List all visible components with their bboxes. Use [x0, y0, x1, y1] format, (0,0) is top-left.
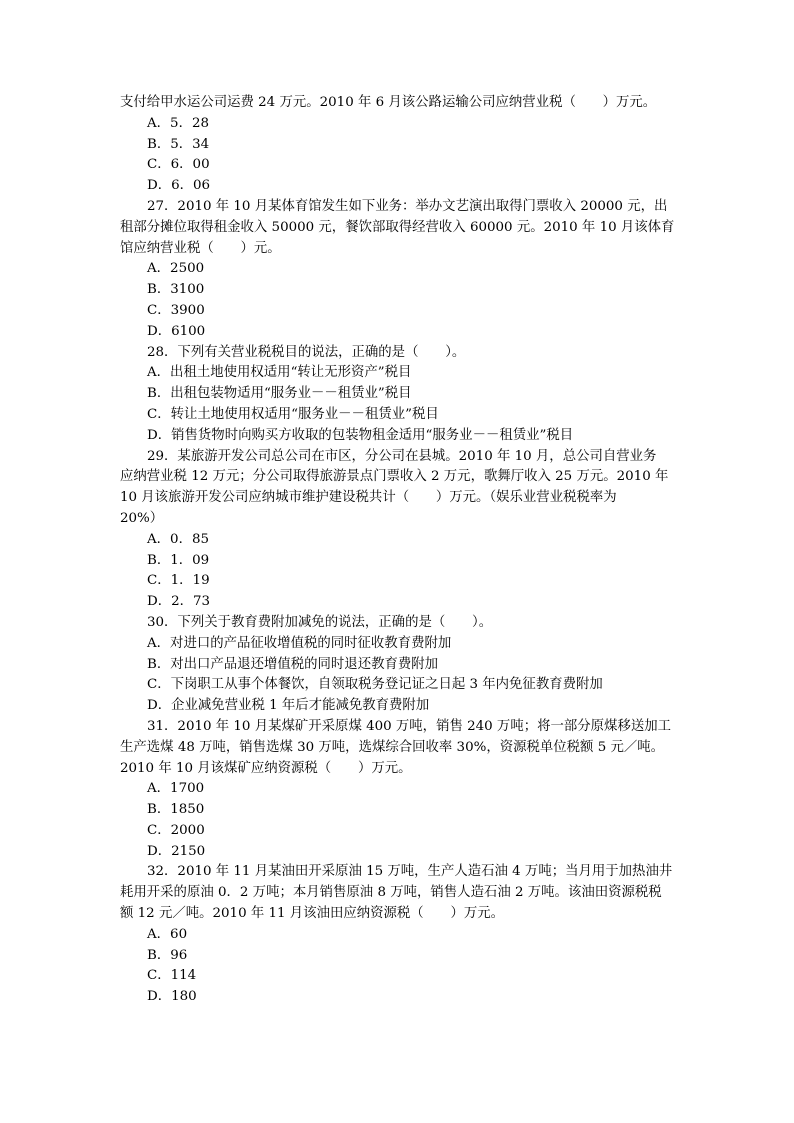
option-b: B．5．34 [147, 136, 210, 152]
option-a: A．5．28 [147, 115, 210, 131]
question-text-line: 生产选煤 48 万吨，销售选煤 30 万吨，选煤综合回收率 30%，资源税单位税额 5 元／吨。 [120, 739, 665, 755]
option-d: D．企业减免营业税 1 年后才能减免教育费附加 [147, 698, 430, 714]
option-b: B．出租包装物适用“服务业－－租赁业”税目 [147, 386, 412, 402]
option-c: C．6．00 [147, 157, 210, 173]
option-d: D．2．73 [147, 594, 211, 610]
option-b: B．3100 [147, 282, 205, 298]
option-c: C．3900 [147, 302, 205, 318]
question-31 [120, 717, 680, 863]
option-b: B．1850 [147, 802, 205, 818]
question-26-continuation [120, 93, 680, 197]
question-28 [120, 343, 680, 447]
option-a: A．60 [147, 926, 188, 942]
question-30 [120, 613, 680, 717]
option-b: B．对出口产品退还增值税的同时退还教育费附加 [147, 656, 439, 672]
option-c: C．下岗职工从事个体餐饮，自领取税务登记证之日起 3 年内免征教育费附加 [147, 677, 603, 693]
option-a: A．1700 [147, 781, 205, 797]
option-d: D．180 [147, 989, 197, 1005]
question-text-line: 额 12 元／吨。2010 年 11 月该油田应纳资源税（ ）万元。 [120, 906, 505, 922]
option-d: D．2150 [147, 843, 206, 859]
option-c: C．2000 [147, 822, 205, 838]
option-d: D．销售货物时向购买方收取的包装物租金适用“服务业－－租赁业”税目 [147, 427, 574, 443]
question-text-line: 32．2010 年 11 月某油田开采原油 15 万吨，生产人造石油 4 万吨；当月用于加热油井 [147, 864, 673, 880]
question-text-line: 30．下列关于教育费附加减免的说法，正确的是（ ）。 [147, 614, 493, 630]
question-text-line: 10 月该旅游开发公司应纳城市维护建设税共计（ ）万元。（娱乐业营业税税率为 [120, 490, 617, 506]
question-text-line: 2010 年 10 月该煤矿应纳资源税（ ）万元。 [120, 760, 412, 776]
question-text-line: 支付给甲水运公司运费 24 万元。2010 年 6 月该公路运输公司应纳营业税（ ）万元。 [120, 95, 657, 110]
option-d: D．6．06 [147, 178, 211, 194]
option-c: C．1．19 [147, 573, 210, 589]
document-page [120, 93, 680, 1008]
option-c: C．转让土地使用权适用“服务业－－租赁业”税目 [147, 406, 439, 422]
question-text-line: 馆应纳营业税（ ）元。 [120, 240, 281, 256]
question-29 [120, 447, 680, 613]
question-text-line: 27．2010 年 10 月某体育馆发生如下业务：举办文艺演出取得门票收入 20000 元，出 [147, 198, 668, 214]
option-b: B．1．09 [147, 552, 210, 568]
option-a: A．2500 [147, 261, 205, 277]
option-a: A．出租土地使用权适用“转让无形资产”税目 [147, 365, 412, 381]
option-a: A．0．85 [147, 531, 210, 547]
option-a: A．对进口的产品征收增值税的同时征收教育费附加 [147, 635, 452, 651]
option-d: D．6100 [147, 323, 206, 339]
question-text-line: 28．下列有关营业税税目的说法，正确的是（ ）。 [147, 344, 466, 360]
option-b: B．96 [147, 947, 188, 963]
question-27 [120, 197, 680, 343]
question-text-line: 租部分摊位取得租金收入 50000 元，餐饮部取得经营收入 60000 元。2010 年 10 月该体育 [120, 219, 675, 235]
question-text-line: 31．2010 年 10 月某煤矿开采原煤 400 万吨，销售 240 万吨；将一部分原煤移送加工 [147, 718, 672, 734]
option-c: C．114 [147, 968, 197, 984]
question-text-line: 耗用开采的原油 0．2 万吨；本月销售原油 8 万吨，销售人造石油 2 万吨。该油田资源税税 [120, 885, 662, 901]
question-text-line: 29．某旅游开发公司总公司在市区，分公司在县城。2010 年 10 月，总公司自营业务 [147, 448, 657, 464]
question-text-line: 20%） [120, 510, 164, 526]
question-text-line: 应纳营业税 12 万元；分公司取得旅游景点门票收入 2 万元，歌舞厅收入 25 万元。2010 年 [120, 469, 669, 485]
question-32 [120, 862, 680, 1008]
